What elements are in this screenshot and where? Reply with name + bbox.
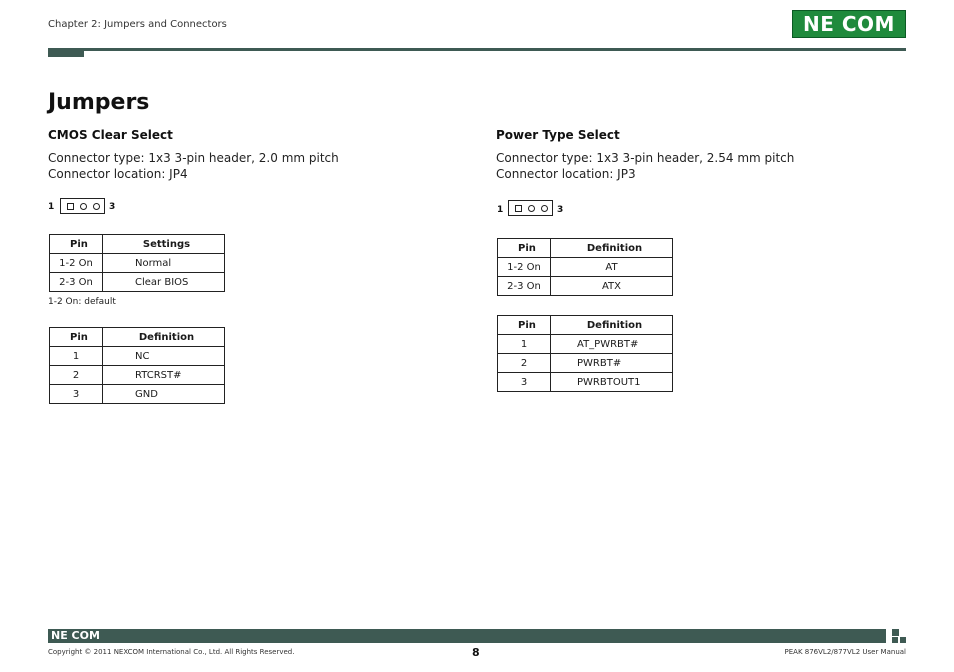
table-row <box>50 366 225 385</box>
table-row <box>50 273 225 292</box>
power-settings-table <box>497 238 673 296</box>
table-cell: Normal <box>103 254 225 273</box>
table-header-definition: Definition <box>551 316 673 335</box>
table-header-row <box>498 316 673 335</box>
table-row <box>498 354 673 373</box>
table-cell: AT_PWRBT# <box>551 335 673 354</box>
table-cell: 2-3 On <box>50 273 103 292</box>
footer-square-icon <box>900 637 906 643</box>
table-cell: Clear BIOS <box>103 273 225 292</box>
power-type-heading: Power Type Select <box>496 128 620 142</box>
cmos-connector-location: Connector location: JP4 <box>48 167 188 181</box>
table-header-settings: Settings <box>103 235 225 254</box>
table-row <box>498 373 673 392</box>
pin-2-circle-icon <box>528 205 535 212</box>
header-accent-block <box>48 48 84 57</box>
power-definition-table <box>497 315 673 392</box>
footer-bar <box>48 629 886 643</box>
jp3-pin-start-label: 1 <box>497 205 504 215</box>
jp4-connector-diagram <box>60 198 105 214</box>
table-header-definition: Definition <box>551 239 673 258</box>
table-cell: 3 <box>498 373 551 392</box>
table-row <box>498 258 673 277</box>
footer-square-icon <box>892 629 899 636</box>
logo-text: NE COM <box>803 12 895 36</box>
header-divider <box>48 48 906 51</box>
table-cell: ATX <box>551 277 673 296</box>
table-cell: PWRBTOUT1 <box>551 373 673 392</box>
page-title: Jumpers <box>48 90 150 115</box>
table-cell: 3 <box>50 385 103 404</box>
table-cell: 1-2 On <box>50 254 103 273</box>
table-header-row <box>498 239 673 258</box>
table-cell: 1 <box>498 335 551 354</box>
table-header-definition: Definition <box>103 328 225 347</box>
table-cell: 1 <box>50 347 103 366</box>
cmos-clear-heading: CMOS Clear Select <box>48 128 173 142</box>
table-row <box>50 347 225 366</box>
table-cell: RTCRST# <box>103 366 225 385</box>
table-cell: 2 <box>50 366 103 385</box>
pin-2-circle-icon <box>80 203 87 210</box>
table-cell: 2 <box>498 354 551 373</box>
copyright-text: Copyright © 2011 NEXCOM International Co., Ltd. All Rights Reserved. <box>48 648 295 656</box>
table-row <box>50 385 225 404</box>
jp3-pin-end-label: 3 <box>557 205 564 215</box>
table-header-row <box>50 235 225 254</box>
power-connector-type: Connector type: 1x3 3-pin header, 2.54 mm pitch <box>496 151 795 165</box>
pin-1-square-icon <box>67 203 74 210</box>
table-cell: AT <box>551 258 673 277</box>
cmos-settings-table <box>49 234 225 292</box>
table-cell: GND <box>103 385 225 404</box>
cmos-definition-table <box>49 327 225 404</box>
table-header-pin: Pin <box>50 328 103 347</box>
table-header-pin: Pin <box>498 316 551 335</box>
footer-square-icon <box>892 637 898 643</box>
nexcom-logo <box>792 10 906 38</box>
table-cell: PWRBT# <box>551 354 673 373</box>
page-number: 8 <box>472 646 480 659</box>
pin-3-circle-icon <box>93 203 100 210</box>
jp3-connector-diagram <box>508 200 553 216</box>
table-header-pin: Pin <box>498 239 551 258</box>
pin-3-circle-icon <box>541 205 548 212</box>
chapter-title: Chapter 2: Jumpers and Connectors <box>48 19 227 30</box>
jp4-pin-end-label: 3 <box>109 202 116 212</box>
jp4-pin-start-label: 1 <box>48 202 55 212</box>
table-cell: NC <box>103 347 225 366</box>
table-row <box>498 335 673 354</box>
pin-1-square-icon <box>515 205 522 212</box>
table-cell: 2-3 On <box>498 277 551 296</box>
manual-title: PEAK 876VL2/877VL2 User Manual <box>784 648 906 656</box>
cmos-connector-type: Connector type: 1x3 3-pin header, 2.0 mm pitch <box>48 151 339 165</box>
default-note: 1-2 On: default <box>48 297 116 307</box>
table-header-row <box>50 328 225 347</box>
table-cell: 1-2 On <box>498 258 551 277</box>
table-header-pin: Pin <box>50 235 103 254</box>
table-row <box>498 277 673 296</box>
footer-logo: NE COM <box>51 629 100 642</box>
power-connector-location: Connector location: JP3 <box>496 167 636 181</box>
table-row <box>50 254 225 273</box>
